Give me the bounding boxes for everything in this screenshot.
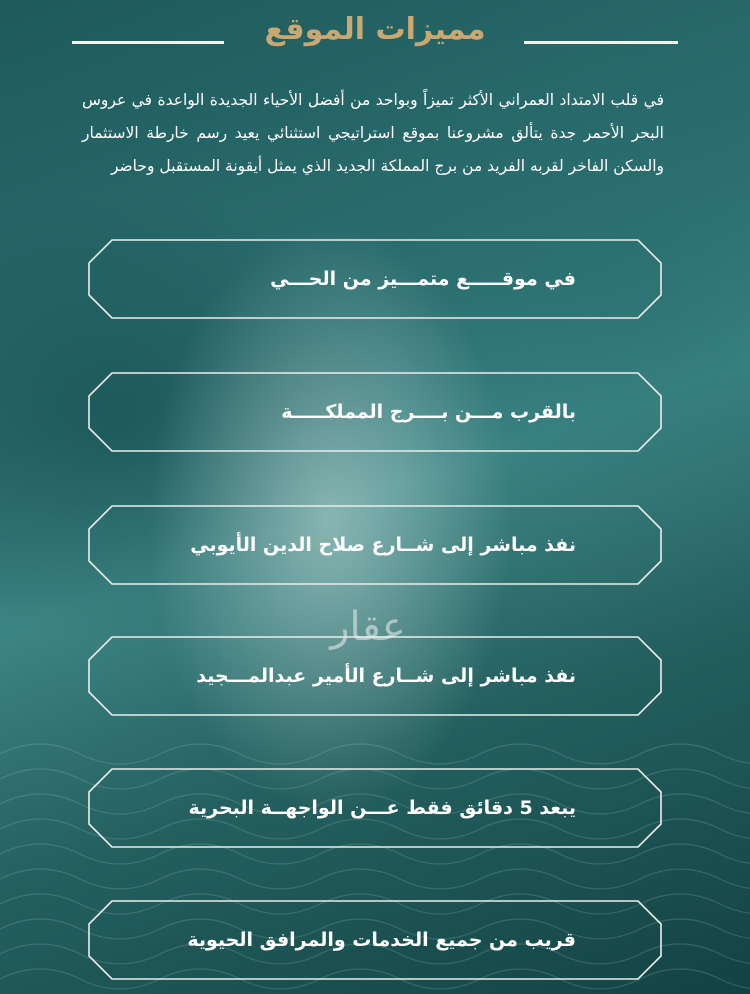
aqar-watermark-logo: [318, 604, 418, 668]
intro-paragraph: في قلب الامتداد العمراني الأكثر تميزاً وبواحد من أفضل الأحياء الجديدة الواعدة في عروس البحر الأحمر جدة يتألق مشروعنا بموقع استراتيجي استثنائي يعيد رسم خارطة الاستثمار والسكن الفاخر لقربه الفريد من برج المملكة الجديد الذي يمثل أيقونة المستقبل وحاضر: [82, 91, 664, 175]
feature-item: [88, 372, 662, 452]
watermark-text: عقار: [330, 604, 406, 650]
feature-label: في موقـــــع متمـــيز من الحـــي: [270, 268, 576, 290]
feature-item: [88, 768, 662, 848]
feature-item: [88, 505, 662, 585]
feature-item: [88, 239, 662, 319]
page-title: مميزات الموقع: [264, 12, 486, 47]
feature-label: يبعد 5 دقائق فقط عـــن الواجهــة البحرية: [188, 797, 576, 819]
feature-label: نفذ مباشر إلى شــارع صلاح الدين الأيوبي: [190, 534, 576, 556]
feature-label: بالقرب مـــن بــــرج المملكـــــة: [281, 401, 576, 423]
feature-label: نفذ مباشر إلى شــارع الأمير عبدالمـــجيد: [196, 665, 576, 687]
feature-label: قريب من جميع الخدمات والمرافق الحيوية: [187, 929, 576, 951]
feature-item: [88, 900, 662, 980]
